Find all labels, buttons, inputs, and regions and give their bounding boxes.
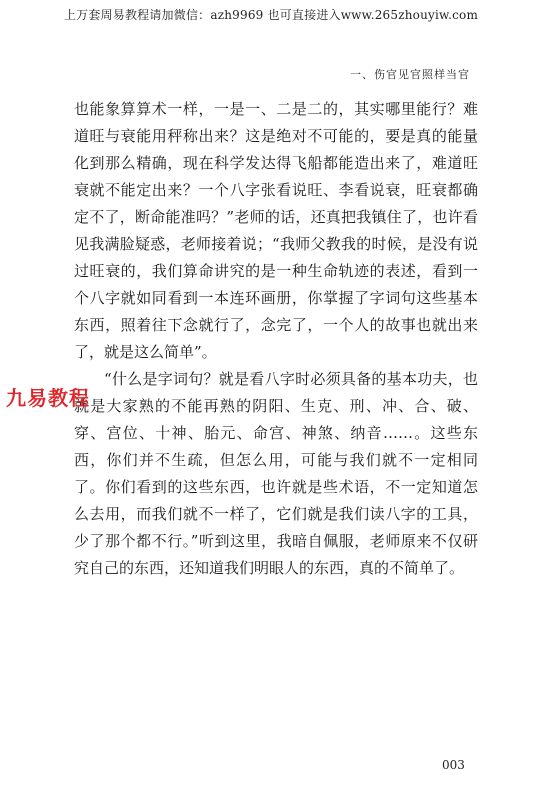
running-head-chapter-title: 一、伤官见官照样当官 — [350, 68, 470, 81]
body-text — [74, 96, 478, 582]
watermark-stamp: 九易教程 — [6, 386, 90, 410]
paragraph-2: “什么是字词句？就是看八字时必须具备的基本功夫，也就是大家熟的不能再熟的阴阳、生克、刑、冲、合、破、穿、宫位、十神、胎元、命宫、神煞、纳音……。这些东西，你们并不生疏，但怎么用，可能与我们就不一定相同了。你们看到的这些东西，也许就是些术语，不一定知道怎么去用，而我们就不一样了，它们就是我们读八字的工具，少了那个都不行。”听到这里，我暗自佩服，老师原来不仅研究自己的东西，还知道我们明眼人的东西，真的不简单了。 — [74, 370, 478, 577]
page-number: 003 — [442, 758, 465, 772]
top-banner-ad: 上万套周易教程请加微信：azh9969 也可直接进入www.265zhouyiw.com — [63, 8, 479, 22]
paragraph-1: 也能象算算术一样，一是一、二是二的，其实哪里能行？难道旺与衰能用秤称出来？这是绝对不可能的，要是真的能量化到那么精确，现在科学发达得飞船都能造出来了，难道旺衰就不能定出来？一个八字张看说旺、李看说衰，旺衰都确定不了，断命能准吗？”老师的话，还真把我镇住了，也许看见我满脸疑惑，老师接着说；“我师父教我的时候，是没有说过旺衰的，我们算命讲究的是一种生命轨迹的表述，看到一个八字就如同看到一本连环画册，你掌握了字词句这些基本东西，照着往下念就行了，念完了，一个人的故事也就出来了，就是这么简单”。 — [74, 100, 478, 361]
